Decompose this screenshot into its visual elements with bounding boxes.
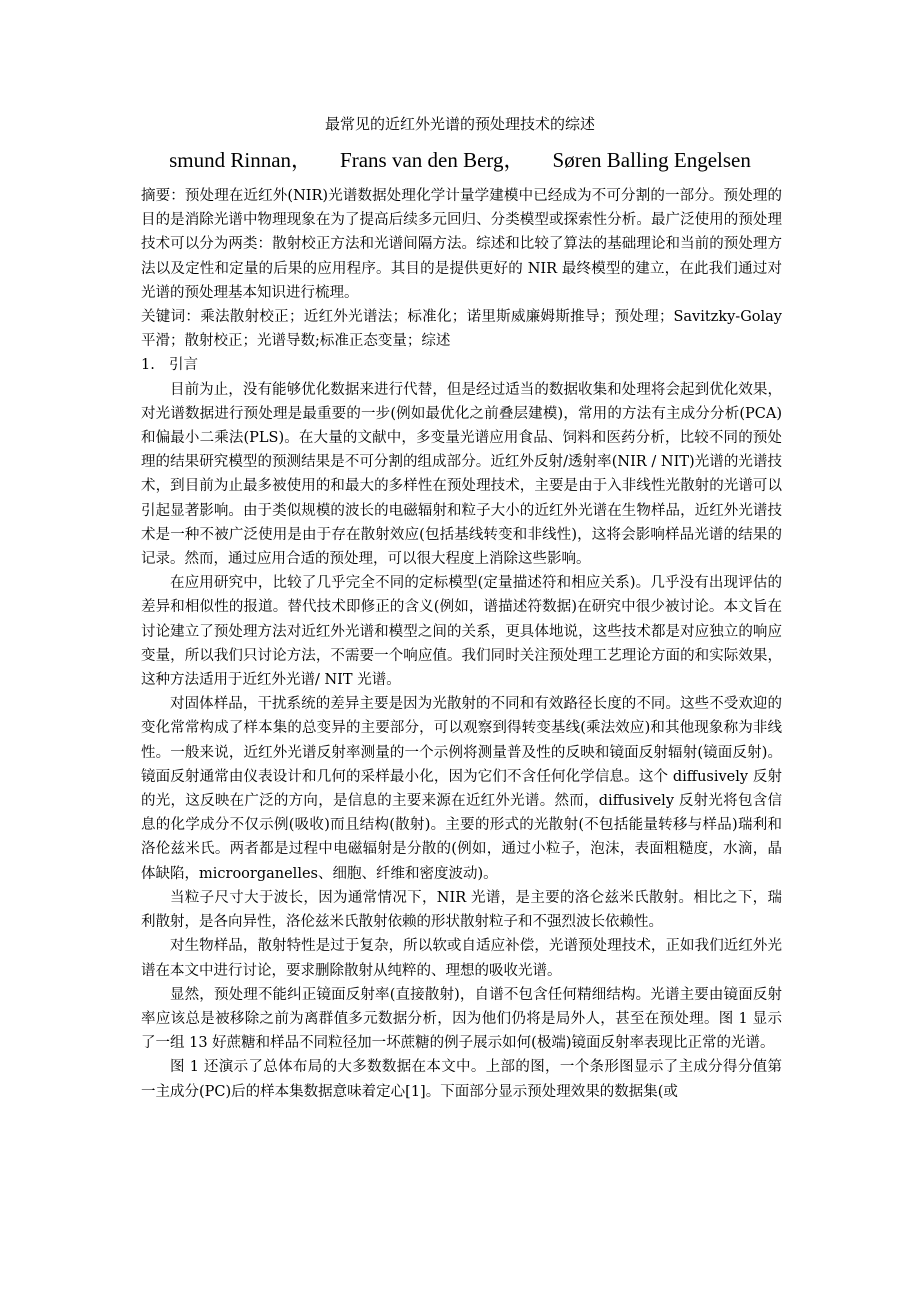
paragraph: 对固体样品，干扰系统的差异主要是因为光散射的不同和有效路径长度的不同。这些不受欢迎的变化常常构成了样本集的总变异的主要部分，可以观察到得转变基线(乘法效应)和其他现象称为非线性。一般来说，近红外光谱反射率测量的一个示例将测量普及性的反映和镜面反射辐射(镜面反射)。镜面反射通常由仪表设计和几何的采样最小化，因为它们不含任何化学信息。这个 diffusively 反射的光，这反映在广泛的方向，是信息的主要来源在近红外光谱。然而，diffusively 反射光将包含信息的化学成分不仅示例(吸收)而且结构(散射)。主要的形式的光散射(不包括能量转移与样品)瑞利和洛伦兹米氏。两者都是过程中电磁辐射是分散的(例如，通过小粒子，泡沫，表面粗糙度，水滴，晶体缺陷，microorganelles、细胞、纤维和密度波动)。 (141, 696, 782, 882)
paragraph: 目前为止，没有能够优化数据来进行代替，但是经过适当的数据收集和处理将会起到优化效果，对光谱数据进行预处理是最重要的一步(例如最优化之前叠层建模)，常用的方法有主成分分析(PCA)和偏最小二乘法(PLS)。在大量的文献中，多变量光谱应用食品、饲料和医药分析，比较不同的预处理的结果研究模型的预测结果是不可分割的组成部分。近红外反射/透射率(NIR / NIT)光谱的光谱技术，到目前为止最多被使用的和最大的多样性在预处理技术，主要是由于入非线性光散射的光谱可以引起显著影响。由于类似规模的波长的电磁辐射和粒子大小的近红外光谱在生物样品，近红外光谱技术是一种不被广泛使用是由于存在散射效应(包括基线转变和非线性)，这将会影响样品光谱的结果的记录。然而，通过应用合适的预处理，可以很大程度上消除这些影响。 (141, 381, 782, 568)
author-list (0, 145, 920, 175)
author-3: Søren Balling Engelsen (552, 148, 751, 172)
keywords: 关键词：乘法散射校正；近红外光谱法；标准化；诺里斯威廉姆斯推导；预处理；Savitzky-Golay 平滑；散射校正；光谱导数;标准正态变量；综述 (141, 309, 782, 350)
section-number: 1. (141, 357, 155, 374)
section-title: 引言 (169, 357, 198, 374)
document-body (141, 184, 782, 1104)
paragraph: 图 1 还演示了总体布局的大多数数据在本文中。上部的图，一个条形图显示了主成分得分值第一主成分(PC)后的样本集数据意味着定心[1]。下面部分显示预处理效果的数据集(或 (141, 1059, 782, 1100)
author-2: Frans van den Berg， (340, 148, 525, 172)
paragraph: 显然，预处理不能纠正镜面反射率(直接散射)，自谱不包含任何精细结构。光谱主要由镜面反射率应该总是被移除之前为离群值多元数据分析，因为他们仍将是局外人，甚至在预处理。图 1 显示了一组 13 好蔗糖和样品不同粒径加一坏蔗糖的例子展示如何(极端)镜面反射率表现比正常的光谱。 (141, 986, 782, 1052)
section-heading (141, 353, 782, 377)
paragraph: 当粒子尺寸大于波长，因为通常情况下，NIR 光谱，是主要的洛仑兹米氏散射。相比之下，瑞利散射，是各向异性，洛伦兹米氏散射依赖的形状散射粒子和不强烈波长依赖性。 (141, 889, 782, 931)
document-title: 最常见的近红外光谱的预处理技术的综述 (324, 115, 595, 133)
paragraph: 对生物样品，散射特性是过于复杂，所以软或自适应补偿，光谱预处理技术，正如我们近红外光谱在本文中进行讨论，要求删除散射从纯粹的、理想的吸收光谱。 (141, 938, 782, 979)
paragraph: 在应用研究中，比较了几乎完全不同的定标模型(定量描述符和相应关系)。几乎没有出现评估的差异和相似性的报道。替代技术即修正的含义(例如，谱描述符数据)在研究中很少被讨论。本文旨在讨论建立了预处理方法对近红外光谱和模型之间的关系，更具体地说，这些技术都是对应独立的响应变量，所以我们只讨论方法，不需要一个响应值。我们同时关注预处理工艺理论方面的和实际效果，这种方法适用于近红外光谱/ NIT 光谱。 (141, 575, 782, 689)
abstract: 摘要：预处理在近红外(NIR)光谱数据处理化学计量学建模中已经成为不可分割的一部分。预处理的目的是消除光谱中物理现象在为了提高后续多元回归、分类模型或探索性分析。最广泛使用的预处理技术可以分为两类：散射校正方法和光谱间隔方法。综述和比较了算法的基础理论和当前的预处理方法以及定性和定量的后果的应用程序。其目的是提供更好的 NIR 最终模型的建立，在此我们通过对光谱的预处理基本知识进行梳理。 (141, 188, 782, 301)
author-1: smund Rinnan， (169, 148, 313, 172)
